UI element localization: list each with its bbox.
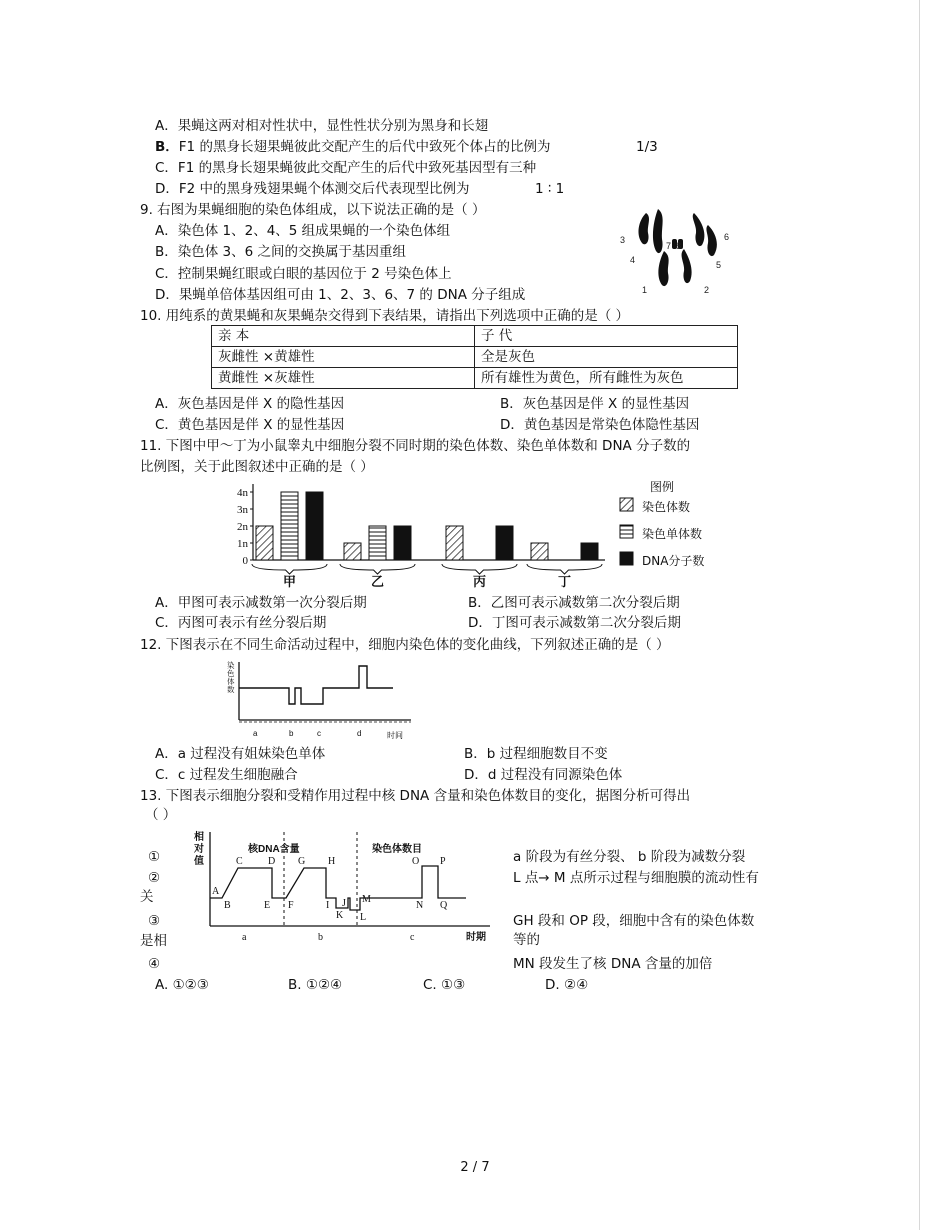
q12-option-d: D．d 过程没有同源染色体: [464, 767, 623, 783]
chromosome-1: [658, 251, 668, 286]
q10-cross-table: [211, 325, 738, 389]
q13-num-1: ①: [148, 849, 161, 865]
q13-point-L: L: [360, 912, 367, 923]
table-header-cell: 亲 本: [212, 326, 475, 347]
q13-option-c: C. ①③: [423, 977, 466, 993]
legend-label-dna: DNA分子数: [642, 554, 705, 568]
q13-stage-c: c: [410, 932, 415, 943]
bar-1-2: [394, 526, 411, 560]
chrom-label-8: 8: [676, 241, 682, 251]
q8-option-c: C．F1 的黑身长翅果蝇彼此交配产生的后代中致死基因型有三种: [155, 160, 537, 176]
q13-point-P: P: [440, 856, 446, 867]
legend-label-chromatid: 染色单体数: [642, 527, 703, 541]
q12-segment-b: b: [289, 729, 294, 738]
legend-title: 图例: [650, 480, 675, 494]
chrom-label-1: 1: [642, 285, 648, 295]
q12-segment-a: a: [253, 729, 258, 738]
q8-option-b: [155, 138, 550, 156]
q12-option-c: C．c 过程发生细胞融合: [155, 767, 298, 783]
chrom-label-3: 3: [620, 235, 626, 245]
q13-point-D: D: [268, 856, 276, 867]
q13-ylabel-2: 对: [194, 844, 204, 855]
q10-option-d: D．黄色基因是常染色体隐性基因: [500, 417, 700, 433]
q13-ylabel-1: 相: [194, 832, 204, 843]
legend-swatch-dna: [619, 551, 635, 567]
chromosome-4: [653, 209, 663, 253]
chrom-label-6: 6: [724, 232, 730, 242]
bar-3-2: [581, 543, 598, 560]
q11-option-c: C．丙图可表示有丝分裂后期: [155, 615, 327, 631]
q12-line-chart: [225, 658, 420, 742]
q13-line-chart: [190, 828, 500, 948]
q12-stem: 12. 下图表示在不同生命活动过程中，细胞内染色体的变化曲线，下列叙述正确的是（ ）: [140, 637, 670, 653]
bar-y-tick-label: 0: [242, 555, 248, 567]
q11-stem-line2: 比例图，关于此图叙述中正确的是（ ）: [140, 459, 374, 475]
q13-point-F: F: [288, 900, 294, 911]
chrom-label-4: 4: [630, 255, 636, 265]
q10-option-c: C．黄色基因是伴 X 的显性基因: [155, 417, 345, 433]
q13-ylabel-3: 值: [194, 856, 204, 867]
bar-group-brace: [340, 564, 415, 574]
q12-ylabel-3: 体: [227, 677, 235, 686]
q13-point-J: J: [342, 898, 346, 909]
q9-option-d: D．果蝇单倍体基因组可由 1、2、3、6、7 的 DNA 分子组成: [155, 287, 526, 303]
q13-statement-4: MN 段发生了核 DNA 含量的加倍: [513, 956, 713, 972]
page-number: 2 / 7: [460, 1160, 490, 1175]
q11-option-d: D．丁图可表示减数第二次分裂后期: [468, 615, 681, 631]
chromosome-3: [639, 213, 649, 244]
q9-option-c: C．控制果蝇红眼或白眼的基因位于 2 号染色体上: [155, 266, 452, 282]
q13-title-chrom: 染色体数目: [372, 844, 422, 855]
q12-segment-c: c: [317, 729, 321, 738]
q11-stem-line1: 11. 下图中甲～丁为小鼠睾丸中细胞分裂不同时期的染色体数、染色单体数和 DNA 分子数的: [140, 438, 691, 454]
bar-y-tick-label: 4n: [237, 487, 248, 499]
q13-statement-3-cont: 等的: [513, 932, 540, 948]
q12-xlabel: 时间: [387, 731, 403, 740]
bar-0-1: [281, 492, 298, 560]
q13-num-2-cont: 关: [140, 889, 154, 905]
q13-paren: （ ）: [145, 807, 177, 823]
q8-option-a: A．果蝇这两对相对性状中，显性性状分别为黑身和长翅: [155, 118, 489, 134]
q13-option-d: D. ②④: [545, 977, 589, 993]
bar-category-label: 乙: [370, 575, 385, 590]
chrom-label-7: 7: [666, 241, 672, 251]
q12-curve: [239, 666, 393, 704]
table-cell: 所有雄性为黄色，所有雌性为灰色: [475, 368, 738, 389]
chromosome-figure: [620, 205, 740, 300]
bar-category-label: 丙: [472, 575, 487, 590]
q12-option-a: A．a 过程没有姐妹染色单体: [155, 746, 326, 762]
q13-point-A: A: [212, 886, 220, 897]
q12-segment-d: d: [357, 729, 362, 738]
q13-num-3: ③: [148, 913, 161, 929]
bar-1-0: [344, 543, 361, 560]
bar-0-0: [256, 526, 273, 560]
q13-title-dna: 核DNA含量: [248, 844, 300, 855]
legend-label-chromosome: 染色体数: [642, 500, 691, 514]
bar-group-brace: [252, 564, 327, 574]
q13-stage-b: b: [318, 932, 323, 943]
q12-ylabel-2: 色: [227, 669, 235, 678]
q13-stem: 13. 下图表示细胞分裂和受精作用过程中核 DNA 含量和染色体数目的变化，据图分析可得出: [140, 788, 691, 804]
q13-point-Q: Q: [440, 900, 448, 911]
q8-option-b-text: F1 的黑身长翅果蝇彼此交配产生的后代中致死个体占的比例为: [178, 139, 551, 155]
bar-group-brace: [442, 564, 517, 574]
table-cell: 灰雌性 ×黄雄性: [212, 347, 475, 368]
q13-point-O: O: [412, 856, 420, 867]
bar-group-brace: [527, 564, 602, 574]
q10-option-b: B．灰色基因是伴 X 的显性基因: [500, 396, 690, 412]
bar-1-1: [369, 526, 386, 560]
q8-option-b-value: 1/3: [636, 139, 658, 155]
legend-swatch-chromatid: [619, 524, 635, 540]
bar-0-2: [306, 492, 323, 560]
q13-statement-1: a 阶段为有丝分裂、 b 阶段为减数分裂: [513, 849, 746, 865]
q8-option-d: D．F2 中的黑身残翅果蝇个体测交后代表现型比例为: [155, 181, 470, 197]
q13-num-3-cont: 是相: [140, 933, 167, 949]
q8-option-b-label: B．: [155, 139, 179, 155]
q9-option-a: A．染色体 1、2、4、5 组成果蝇的一个染色体组: [155, 223, 451, 239]
bar-y-tick-label: 2n: [237, 521, 248, 533]
q12-option-b: B．b 过程细胞数目不变: [464, 746, 608, 762]
q11-bar-chart: [225, 482, 610, 592]
q13-stage-a: a: [242, 932, 247, 943]
table-cell: 全是灰色: [475, 347, 738, 368]
q9-option-b: B．染色体 3、6 之间的交换属于基因重组: [155, 244, 407, 260]
q11-option-b: B．乙图可表示减数第二次分裂后期: [468, 595, 680, 611]
q13-option-b: B. ①②④: [288, 977, 343, 993]
bar-category-label: 甲: [282, 575, 297, 590]
chromosome-2: [682, 249, 692, 283]
chromosome-6: [693, 213, 705, 246]
table-row: [212, 347, 738, 368]
q13-point-E: E: [264, 900, 271, 911]
q13-statement-2: L 点→ M 点所示过程与细胞膜的流动性有: [513, 870, 759, 886]
q13-option-a: A. ①②③: [155, 977, 209, 993]
legend-swatch-chromosome: [619, 497, 635, 513]
q8-option-d-value: 1 ∶ 1: [535, 181, 565, 197]
q10-option-a: A．灰色基因是伴 X 的隐性基因: [155, 396, 345, 412]
bar-2-0: [446, 526, 463, 560]
q13-point-G: G: [298, 856, 306, 867]
table-header-cell: 子 代: [475, 326, 738, 347]
q13-num-2: ②: [148, 870, 161, 886]
page-edge: [919, 0, 920, 1230]
q13-xlabel: 时期: [466, 932, 486, 943]
table-header-row: [212, 326, 738, 347]
bar-y-tick-label: 3n: [237, 504, 248, 516]
q13-point-C: C: [236, 856, 243, 867]
chromosome-5: [706, 225, 716, 256]
q13-point-K: K: [336, 910, 344, 921]
table-row: [212, 368, 738, 389]
q12-ylabel-1: 染: [227, 661, 235, 670]
q13-point-I: I: [326, 900, 330, 911]
q13-num-4: ④: [148, 956, 161, 972]
q11-option-a: A．甲图可表示减数第一次分裂后期: [155, 595, 367, 611]
bar-3-0: [531, 543, 548, 560]
table-cell: 黄雌性 ×灰雄性: [212, 368, 475, 389]
q13-point-B: B: [224, 900, 231, 911]
q10-stem: 10. 用纯系的黄果蝇和灰果蝇杂交得到下表结果，请指出下列选项中正确的是（ ）: [140, 308, 630, 324]
q13-point-N: N: [416, 900, 424, 911]
bar-2-2: [496, 526, 513, 560]
chrom-label-2: 2: [704, 285, 710, 295]
q9-stem: 9. 右图为果蝇细胞的染色体组成，以下说法正确的是（ ）: [140, 202, 486, 218]
q12-ylabel-4: 数: [227, 685, 235, 694]
chrom-label-5: 5: [716, 260, 722, 270]
q13-point-H: H: [328, 856, 336, 867]
q13-point-M: M: [362, 894, 371, 905]
q13-curve: [210, 866, 466, 910]
q13-statement-3: GH 段和 OP 段，细胞中含有的染色体数: [513, 913, 755, 929]
bar-category-label: 丁: [557, 575, 572, 590]
bar-y-tick-label: 1n: [237, 538, 248, 550]
